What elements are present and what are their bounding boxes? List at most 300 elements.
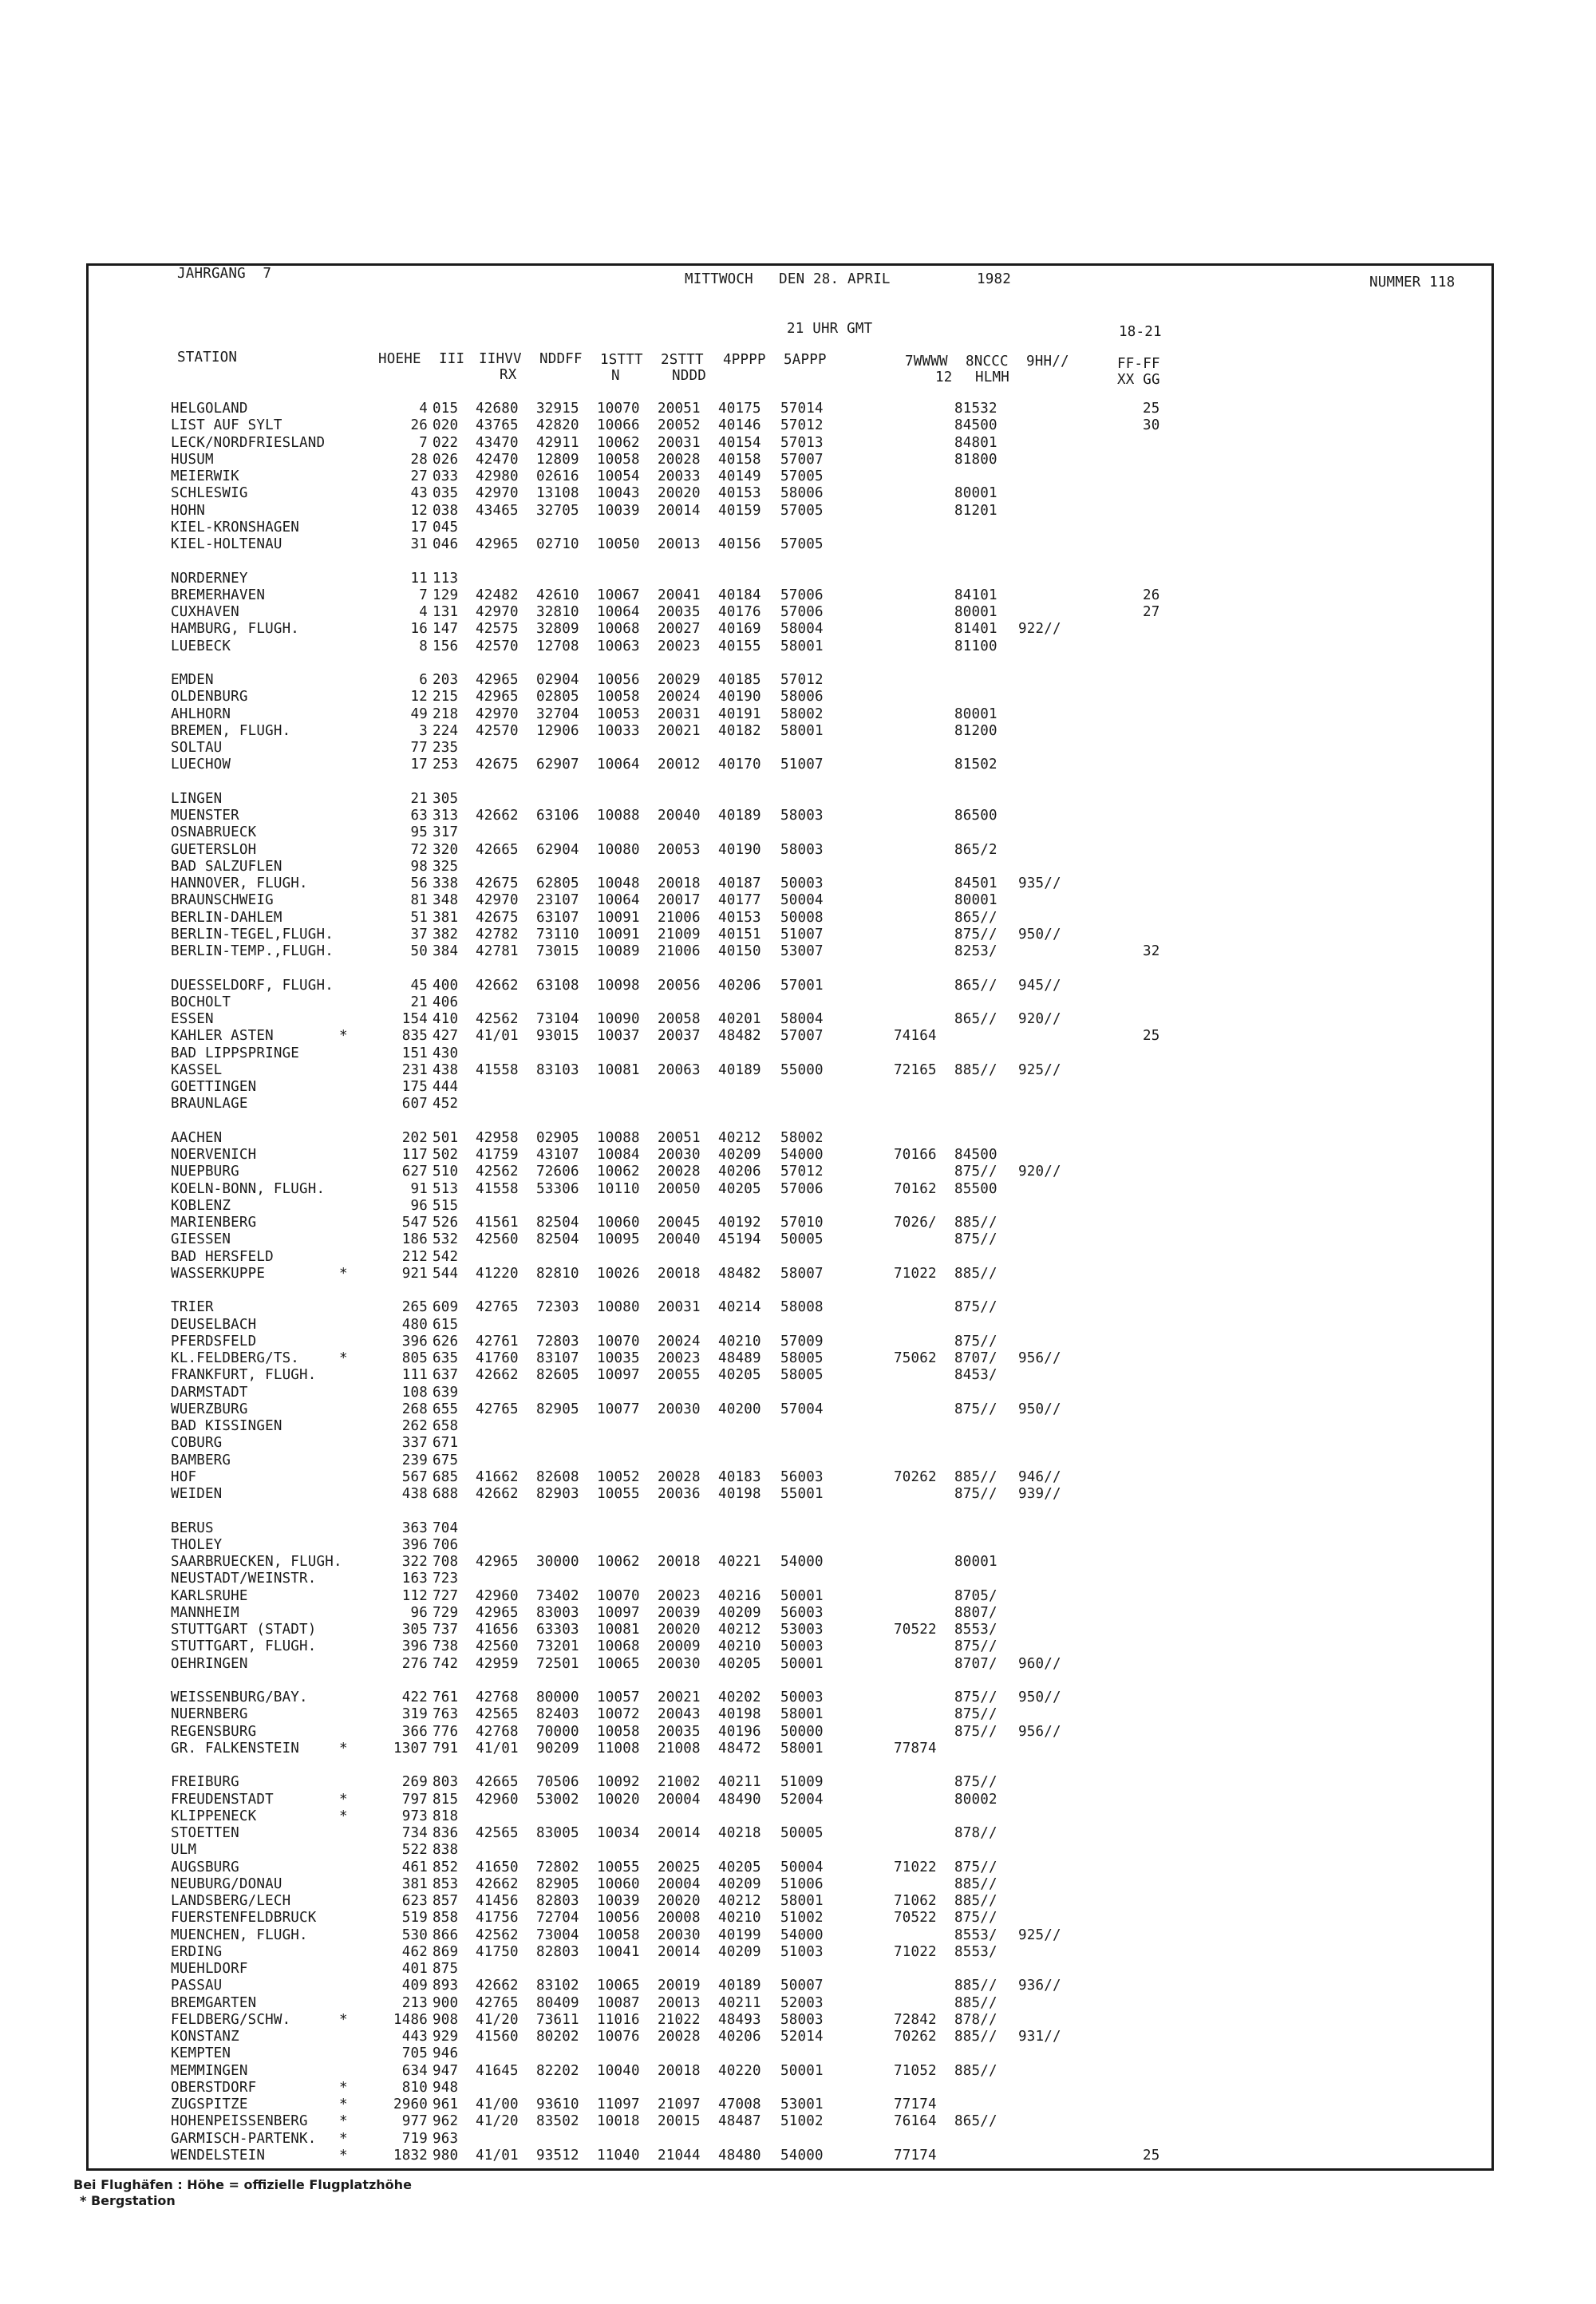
col-ff-ff: FF-FF — [1117, 356, 1160, 372]
station-name: SAARBRUECKEN, FLUGH. — [171, 1554, 342, 1570]
station-name: BERUS — [171, 1520, 214, 1536]
nddff: 82605 — [536, 1367, 579, 1384]
station-height: 108 — [401, 1384, 428, 1401]
tendency-5appp: 57013 — [780, 434, 824, 451]
tendency-5appp: 51002 — [780, 1910, 824, 1927]
sttt2: 20018 — [658, 875, 701, 891]
station-id: 502 — [433, 1147, 459, 1163]
nddff: 82504 — [536, 1215, 579, 1231]
iihvv: 42765 — [476, 1994, 519, 2011]
tendency-5appp: 52014 — [780, 2029, 824, 2045]
station-name: ZUGSPITZE — [171, 2097, 248, 2112]
station-height: 151 — [401, 1045, 428, 1061]
station-name: MARIENBERG — [171, 1215, 257, 1231]
station-id: 803 — [433, 1774, 459, 1791]
col-rx: RX — [500, 367, 517, 383]
station-name: BERLIN-DAHLEM — [171, 909, 282, 926]
tendency-5appp: 58007 — [780, 1265, 824, 1282]
sttt1: 10098 — [597, 977, 640, 994]
sttt2: 20063 — [658, 1061, 701, 1078]
station-name: WEIDEN — [171, 1486, 223, 1502]
station-height: 305 — [401, 1622, 428, 1638]
sttt1: 10052 — [597, 1468, 640, 1485]
cloud-8nccc: 885// — [954, 1994, 998, 2011]
pressure-4pppp: 40151 — [718, 926, 761, 943]
sttt2: 21009 — [658, 926, 701, 943]
nddff: 72606 — [536, 1164, 579, 1180]
station-name: DUESSELDORF, FLUGH. — [171, 977, 334, 994]
station-id: 737 — [433, 1622, 459, 1638]
sttt2: 20031 — [658, 434, 701, 451]
pressure-4pppp: 48490 — [718, 1791, 761, 1808]
station-name: REGENSBURG — [171, 1723, 257, 1740]
station-id: 253 — [433, 757, 459, 773]
tendency-5appp: 57006 — [780, 604, 824, 620]
sttt2: 20020 — [658, 1622, 701, 1638]
station-name: STUTTGART, FLUGH. — [171, 1638, 317, 1655]
station-id: 857 — [433, 1893, 459, 1909]
station-height: 1832 — [393, 2147, 428, 2164]
group-9hh: 946// — [1018, 1468, 1061, 1485]
station-name: MUEHLDORF — [171, 1961, 248, 1977]
group-9hh: 931// — [1018, 2029, 1061, 2045]
station-height: 17 — [410, 757, 428, 773]
station-id: 948 — [433, 2079, 459, 2096]
pressure-4pppp: 40189 — [718, 808, 761, 824]
station-name: MUENCHEN, FLUGH. — [171, 1927, 308, 1943]
sttt1: 10056 — [597, 672, 640, 688]
cloud-8nccc: 81502 — [954, 757, 998, 773]
station-height: 37 — [410, 926, 428, 943]
cloud-8nccc: 865// — [954, 1011, 998, 1027]
station-height: 396 — [401, 1333, 428, 1350]
iihvv: 42782 — [476, 926, 519, 943]
sttt1: 10039 — [597, 502, 640, 519]
station-name: KONSTANZ — [171, 2029, 239, 2045]
sttt1: 10095 — [597, 1231, 640, 1248]
sttt2: 20019 — [658, 1978, 701, 1994]
iihvv: 41759 — [476, 1147, 519, 1163]
nddff: 63303 — [536, 1622, 579, 1638]
station-id: 727 — [433, 1587, 459, 1604]
pressure-4pppp: 40175 — [718, 401, 761, 417]
nddff: 82905 — [536, 1875, 579, 1892]
station-height: 262 — [401, 1418, 428, 1434]
pressure-4pppp: 40205 — [718, 1655, 761, 1672]
cloud-8nccc: 865// — [954, 2113, 998, 2130]
mountain-station-mark: * — [339, 1791, 348, 1808]
sttt1: 10070 — [597, 1333, 640, 1350]
sttt1: 10066 — [597, 417, 640, 434]
sttt1: 10062 — [597, 1164, 640, 1180]
iihvv: 41756 — [476, 1910, 519, 1927]
nddff: 02905 — [536, 1129, 579, 1146]
group-9hh: 950// — [1018, 1401, 1061, 1417]
nddff: 82810 — [536, 1265, 579, 1282]
station-name: FREUDENSTADT — [171, 1791, 274, 1808]
station-name: BAD LIPPSPRINGE — [171, 1045, 300, 1061]
iihvv: 41760 — [476, 1350, 519, 1366]
iihvv: 42768 — [476, 1723, 519, 1740]
nddff: 02805 — [536, 689, 579, 705]
pressure-4pppp: 48493 — [718, 2011, 761, 2028]
station-id: 723 — [433, 1571, 459, 1587]
station-name: NOERVENICH — [171, 1147, 257, 1163]
station-name: KIEL-HOLTENAU — [171, 536, 282, 552]
sttt1: 11008 — [597, 1740, 640, 1757]
report-frame — [86, 263, 1494, 2171]
iihvv: 42662 — [476, 1367, 519, 1384]
weather-7wwww: 72165 — [894, 1061, 937, 1078]
tendency-5appp: 51006 — [780, 1875, 824, 1892]
sttt2: 21006 — [658, 943, 701, 959]
cloud-8nccc: 8553/ — [954, 1622, 998, 1638]
cloud-8nccc: 84101 — [954, 587, 998, 603]
station-height: 26 — [410, 417, 428, 434]
station-id: 706 — [433, 1536, 459, 1553]
station-id: 908 — [433, 2011, 459, 2028]
station-height: 17 — [410, 519, 428, 535]
cloud-8nccc: 875// — [954, 1299, 998, 1316]
station-name: AACHEN — [171, 1129, 223, 1146]
sttt2: 20030 — [658, 1655, 701, 1672]
station-name: MUENSTER — [171, 808, 239, 824]
nddff: 63107 — [536, 909, 579, 926]
pressure-4pppp: 40214 — [718, 1299, 761, 1316]
sttt2: 20024 — [658, 1333, 701, 1350]
station-name: KOELN-BONN, FLUGH. — [171, 1180, 326, 1197]
station-name: BRAUNSCHWEIG — [171, 892, 274, 909]
pressure-4pppp: 47008 — [718, 2097, 761, 2112]
tendency-5appp: 56003 — [780, 1468, 824, 1485]
sttt2: 21008 — [658, 1740, 701, 1757]
station-id: 637 — [433, 1367, 459, 1384]
nddff: 80202 — [536, 2029, 579, 2045]
cloud-8nccc: 81200 — [954, 722, 998, 739]
pressure-4pppp: 40202 — [718, 1689, 761, 1705]
nddff: 80000 — [536, 1689, 579, 1705]
weather-7wwww: 75062 — [894, 1350, 937, 1366]
station-name: LANDSBERG/LECH — [171, 1893, 291, 1909]
station-id: 203 — [433, 672, 459, 688]
nddff: 73402 — [536, 1587, 579, 1604]
pressure-4pppp: 40206 — [718, 2029, 761, 2045]
iihvv: 42965 — [476, 536, 519, 552]
sttt1: 10076 — [597, 2029, 640, 2045]
station-name: HELGOLAND — [171, 401, 248, 417]
station-height: 977 — [401, 2113, 428, 2130]
nddff: 63108 — [536, 977, 579, 994]
sttt2: 20025 — [658, 1859, 701, 1875]
station-height: 396 — [401, 1638, 428, 1655]
nddff: 82403 — [536, 1706, 579, 1723]
station-name: BRAUNLAGE — [171, 1096, 248, 1112]
nddff: 83103 — [536, 1061, 579, 1078]
sttt1: 10072 — [597, 1706, 640, 1723]
station-id: 708 — [433, 1554, 459, 1570]
pressure-4pppp: 40156 — [718, 536, 761, 552]
station-id: 929 — [433, 2029, 459, 2045]
station-id: 045 — [433, 519, 459, 535]
iihvv: 41456 — [476, 1893, 519, 1909]
station-height: 51 — [410, 909, 428, 926]
sttt1: 10077 — [597, 1401, 640, 1417]
iihvv: 42570 — [476, 638, 519, 654]
sttt2: 20039 — [658, 1604, 701, 1621]
sttt1: 10055 — [597, 1486, 640, 1502]
station-name: LIST AUF SYLT — [171, 417, 282, 434]
sttt1: 10091 — [597, 909, 640, 926]
station-id: 022 — [433, 434, 459, 451]
nddff: 12809 — [536, 451, 579, 468]
nddff: 82202 — [536, 2062, 579, 2079]
wind-ff: 25 — [1143, 401, 1160, 417]
tendency-5appp: 51007 — [780, 926, 824, 943]
mountain-station-mark: * — [339, 2113, 348, 2130]
nddff: 82504 — [536, 1231, 579, 1248]
weather-7wwww: 76164 — [894, 2113, 937, 2130]
sttt1: 10081 — [597, 1061, 640, 1078]
group-9hh: 939// — [1018, 1486, 1061, 1502]
tendency-5appp: 50001 — [780, 1655, 824, 1672]
nddff: 42610 — [536, 587, 579, 603]
station-name: LUECHOW — [171, 757, 231, 773]
station-name: BREMERHAVEN — [171, 587, 266, 603]
nddff: 72501 — [536, 1655, 579, 1672]
sttt2: 20015 — [658, 2113, 701, 2130]
nddff: 12708 — [536, 638, 579, 654]
station-id: 033 — [433, 468, 459, 484]
pressure-4pppp: 40159 — [718, 502, 761, 519]
station-id: 513 — [433, 1180, 459, 1197]
station-id: 026 — [433, 451, 459, 468]
sttt1: 10089 — [597, 943, 640, 959]
sttt1: 10034 — [597, 1825, 640, 1841]
iihvv: 42970 — [476, 485, 519, 502]
nddff: 23107 — [536, 892, 579, 909]
tendency-5appp: 57007 — [780, 451, 824, 468]
tendency-5appp: 58001 — [780, 1740, 824, 1757]
sttt2: 20029 — [658, 672, 701, 688]
station-id: 761 — [433, 1689, 459, 1705]
pressure-4pppp: 40209 — [718, 1943, 761, 1960]
station-id: 738 — [433, 1638, 459, 1655]
station-name: FRANKFURT, FLUGH. — [171, 1367, 317, 1384]
station-id: 639 — [433, 1384, 459, 1401]
sttt1: 10062 — [597, 434, 640, 451]
iihvv: 42680 — [476, 401, 519, 417]
tendency-5appp: 50005 — [780, 1231, 824, 1248]
station-height: 96 — [410, 1197, 428, 1214]
pressure-4pppp: 48482 — [718, 1028, 761, 1045]
iihvv: 42965 — [476, 689, 519, 705]
station-height: 72 — [410, 841, 428, 858]
wind-ff: 25 — [1143, 1028, 1160, 1045]
weather-7wwww: 77174 — [894, 2097, 937, 2112]
station-name: NEUSTADT/WEINSTR. — [171, 1571, 317, 1587]
station-id: 875 — [433, 1961, 459, 1977]
station-id: 035 — [433, 485, 459, 502]
group-9hh: 956// — [1018, 1350, 1061, 1366]
nddff: 82903 — [536, 1486, 579, 1502]
group-9hh: 960// — [1018, 1655, 1061, 1672]
station-height: 43 — [410, 485, 428, 502]
col-xx-gg: XX GG — [1117, 372, 1160, 388]
cloud-8nccc: 84501 — [954, 875, 998, 891]
pressure-4pppp: 40185 — [718, 672, 761, 688]
station-name: NUERNBERG — [171, 1706, 248, 1723]
station-name: LUEBECK — [171, 638, 231, 654]
sttt2: 20030 — [658, 1147, 701, 1163]
sttt2: 20028 — [658, 1468, 701, 1485]
col-hlmh: HLMH — [975, 370, 1009, 385]
station-height: 269 — [401, 1774, 428, 1791]
iihvv: 41/01 — [476, 1740, 519, 1757]
pressure-4pppp: 40196 — [718, 1723, 761, 1740]
iihvv: 42482 — [476, 587, 519, 603]
col-7wwww: 7WWWW — [905, 354, 948, 370]
tendency-5appp: 54000 — [780, 1554, 824, 1570]
station-height: 63 — [410, 808, 428, 824]
iihvv: 42565 — [476, 1706, 519, 1723]
sttt1: 10092 — [597, 1774, 640, 1791]
report-year: 1982 — [977, 271, 1011, 287]
sttt2: 20014 — [658, 1825, 701, 1841]
tendency-5appp: 53003 — [780, 1622, 824, 1638]
station-id: 384 — [433, 943, 459, 959]
pressure-4pppp: 40190 — [718, 689, 761, 705]
nddff: 93512 — [536, 2147, 579, 2164]
station-height: 734 — [401, 1825, 428, 1841]
sttt1: 10035 — [597, 1350, 640, 1366]
iihvv: 41561 — [476, 1215, 519, 1231]
tendency-5appp: 50001 — [780, 2062, 824, 2079]
station-id: 815 — [433, 1791, 459, 1808]
weather-7wwww: 72842 — [894, 2011, 937, 2028]
station-id: 438 — [433, 1061, 459, 1078]
pressure-4pppp: 40153 — [718, 909, 761, 926]
sttt1: 10033 — [597, 722, 640, 739]
iihvv: 42960 — [476, 1791, 519, 1808]
station-height: 547 — [401, 1215, 428, 1231]
station-id: 147 — [433, 621, 459, 638]
station-name: FUERSTENFELDBRUCK — [171, 1910, 317, 1927]
pressure-4pppp: 40189 — [718, 1978, 761, 1994]
tendency-5appp: 50004 — [780, 892, 824, 909]
station-name: CUXHAVEN — [171, 604, 239, 620]
pressure-4pppp: 48482 — [718, 1265, 761, 1282]
nddff: 02904 — [536, 672, 579, 688]
weather-7wwww: 70166 — [894, 1147, 937, 1163]
cloud-8nccc: 875// — [954, 1706, 998, 1723]
col-8nccc: 8NCCC — [966, 354, 1009, 370]
iihvv: 42675 — [476, 875, 519, 891]
station-height: 202 — [401, 1129, 428, 1146]
cloud-8nccc: 875// — [954, 1859, 998, 1875]
station-name: DEUSELBACH — [171, 1316, 257, 1333]
pressure-4pppp: 48480 — [718, 2147, 761, 2164]
sttt2: 20040 — [658, 808, 701, 824]
pressure-4pppp: 45194 — [718, 1231, 761, 1248]
station-id: 501 — [433, 1129, 459, 1146]
nddff: 82803 — [536, 1893, 579, 1909]
weather-7wwww: 7026/ — [894, 1215, 937, 1231]
station-id: 325 — [433, 858, 459, 875]
pressure-4pppp: 40184 — [718, 587, 761, 603]
nddff: 70000 — [536, 1723, 579, 1740]
cloud-8nccc: 875// — [954, 1486, 998, 1502]
iihvv: 42970 — [476, 705, 519, 722]
station-name: GIESSEN — [171, 1231, 231, 1248]
station-id: 866 — [433, 1927, 459, 1943]
sttt2: 20028 — [658, 1164, 701, 1180]
station-id: 430 — [433, 1045, 459, 1061]
sttt2: 20050 — [658, 1180, 701, 1197]
sttt2: 20036 — [658, 1486, 701, 1502]
sttt2: 20017 — [658, 892, 701, 909]
pressure-4pppp: 40187 — [718, 875, 761, 891]
cloud-8nccc: 865/2 — [954, 841, 998, 858]
station-height: 522 — [401, 1842, 428, 1859]
station-id: 015 — [433, 401, 459, 417]
station-height: 480 — [401, 1316, 428, 1333]
cloud-8nccc: 80001 — [954, 705, 998, 722]
sttt1: 10054 — [597, 468, 640, 484]
station-name: OLDENBURG — [171, 689, 248, 705]
station-height: 98 — [410, 858, 428, 875]
col-1sttt: 1STTT — [600, 352, 643, 368]
station-id: 406 — [433, 994, 459, 1010]
tendency-5appp: 58005 — [780, 1350, 824, 1366]
station-id: 348 — [433, 892, 459, 909]
nddff: 93610 — [536, 2097, 579, 2112]
nddff: 83005 — [536, 1825, 579, 1841]
station-id: 685 — [433, 1468, 459, 1485]
pressure-4pppp: 40201 — [718, 1011, 761, 1027]
station-height: 705 — [401, 2045, 428, 2062]
station-name: GR. FALKENSTEIN — [171, 1740, 300, 1757]
station-id: 729 — [433, 1604, 459, 1621]
iihvv: 42958 — [476, 1129, 519, 1146]
station-height: 16 — [410, 621, 428, 638]
station-height: 396 — [401, 1536, 428, 1553]
iihvv: 42781 — [476, 943, 519, 959]
sttt1: 10097 — [597, 1604, 640, 1621]
tendency-5appp: 53001 — [780, 2097, 824, 2112]
station-name: NEUBURG/DONAU — [171, 1875, 282, 1892]
cloud-8nccc: 885// — [954, 1061, 998, 1078]
group-9hh: 925// — [1018, 1061, 1061, 1078]
footnote-mountain-station: * Bergstation — [80, 2193, 176, 2208]
tendency-5appp: 53007 — [780, 943, 824, 959]
station-name: TRIER — [171, 1299, 214, 1316]
sttt1: 10090 — [597, 1011, 640, 1027]
station-id: 615 — [433, 1316, 459, 1333]
station-height: 27 — [410, 468, 428, 484]
sttt1: 10060 — [597, 1875, 640, 1892]
tendency-5appp: 50000 — [780, 1723, 824, 1740]
nddff: 13108 — [536, 485, 579, 502]
pressure-4pppp: 40189 — [718, 1061, 761, 1078]
tendency-5appp: 58003 — [780, 808, 824, 824]
tendency-5appp: 50007 — [780, 1978, 824, 1994]
sttt1: 10055 — [597, 1859, 640, 1875]
station-name: PFERDSFELD — [171, 1333, 257, 1350]
sttt2: 21097 — [658, 2097, 701, 2112]
pressure-4pppp: 40205 — [718, 1367, 761, 1384]
station-id: 313 — [433, 808, 459, 824]
sttt2: 20030 — [658, 1401, 701, 1417]
